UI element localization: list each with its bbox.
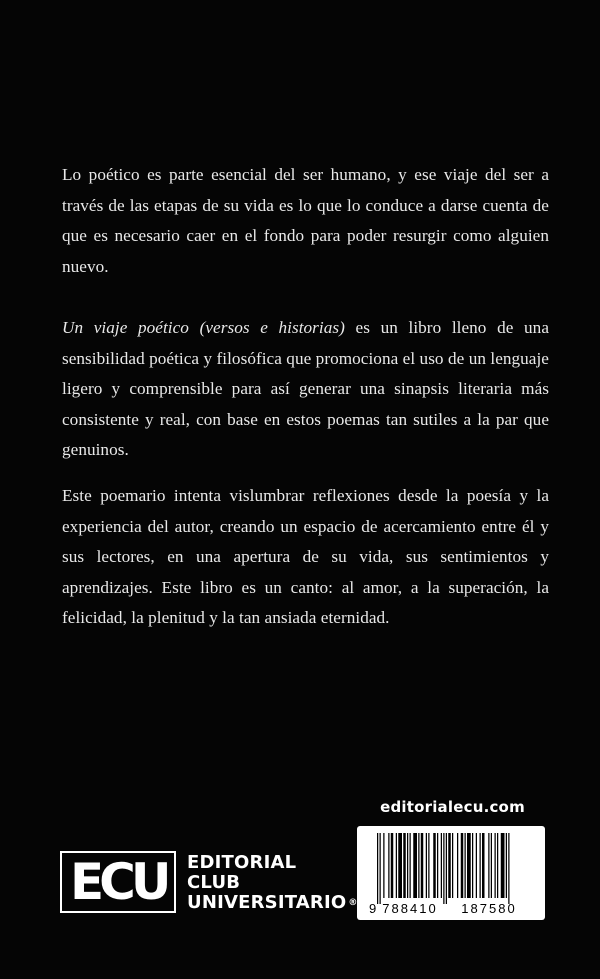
- description-paragraph-3: [62, 481, 549, 634]
- barcode-bar: [433, 833, 436, 898]
- barcode-bar: [508, 833, 509, 904]
- barcode-bar: [407, 833, 408, 898]
- barcode-bar: [472, 833, 473, 898]
- paragraph-3-text: Este poemario intenta vislumbrar reflexiones desde la poesía y la experiencia del autor, creando un espacio de acercamiento entre él y sus lectores, en una apertura de su vida, sus sentimientos y aprendizajes. Este libro es un canto: al amor, a la superación, la felicidad, la plenitud y la tan ansiada eternidad.: [62, 486, 549, 627]
- barcode-bar: [398, 833, 402, 898]
- barcode-bar: [506, 833, 507, 898]
- barcode-bar: [457, 833, 458, 898]
- barcode-bar: [410, 833, 411, 898]
- barcode-bar: [461, 833, 464, 898]
- description-paragraph-2: [62, 313, 549, 466]
- barcode-bar: [380, 833, 381, 904]
- barcode-bar: [501, 833, 505, 898]
- barcode-bar: [491, 833, 492, 898]
- barcode-bar: [413, 833, 417, 898]
- barcode-bar: [437, 833, 438, 898]
- book-title-italic: Un viaje poético (versos e historias): [62, 318, 345, 337]
- barcode-bar: [495, 833, 496, 898]
- barcode-bar: [403, 833, 406, 898]
- barcode-bar: [482, 833, 485, 898]
- barcode-digits-group-2: 187580: [461, 901, 517, 916]
- barcode-digits-group-1: 788410: [382, 901, 438, 916]
- barcode-bar: [428, 833, 429, 898]
- barcode-first-digit: 9: [369, 901, 377, 916]
- barcode-bar: [465, 833, 466, 898]
- paragraph-2-text: es un libro lleno de una sensibilidad poética y filosófica que promociona el uso de un lenguaje ligero y comprensible para así generar una sinapsis literaria más consistente y real, con base en estos poemas tan sutiles a la par que genuinos.: [62, 318, 549, 459]
- isbn-barcode: [357, 826, 545, 920]
- paragraph-2: [62, 313, 549, 466]
- publisher-website: editorialecu.com: [380, 798, 525, 816]
- barcode-bar: [452, 833, 453, 898]
- barcode-bar: [426, 833, 427, 898]
- barcode-bar: [480, 833, 481, 898]
- paragraph-1-text: Lo poético es parte esencial del ser humano, y ese viaje del ser a través de las etapas de su vida es lo que lo conduce a darse cuenta de que es necesario caer en el fondo para poder resurgir como alguien nuevo.: [62, 165, 549, 276]
- barcode-bar: [418, 833, 419, 898]
- barcode-bar: [497, 833, 498, 898]
- barcode-bar: [421, 833, 424, 898]
- barcode-bar: [446, 833, 447, 904]
- barcode-bar: [448, 833, 451, 898]
- barcode-bar: [396, 833, 397, 898]
- logo-letters: ECU: [70, 853, 167, 911]
- barcode-graphic: [357, 826, 545, 920]
- barcode-bar: [443, 833, 444, 904]
- barcode-bar: [467, 833, 471, 898]
- barcode-bar: [388, 833, 389, 898]
- publisher-name-line-2: CLUB: [187, 872, 241, 893]
- publisher-name: [187, 853, 358, 913]
- barcode-bar: [391, 833, 394, 898]
- ecu-logo: [60, 851, 176, 913]
- barcode-bar: [441, 833, 442, 898]
- registered-mark: ®: [348, 898, 358, 908]
- barcode-bar: [488, 833, 489, 898]
- publisher-name-line-3: UNIVERSITARIO: [187, 892, 347, 913]
- barcode-bar: [377, 833, 378, 904]
- description-paragraph-1: [62, 160, 549, 282]
- publisher-name-line-1: EDITORIAL: [187, 852, 297, 873]
- barcode-bar: [383, 833, 384, 898]
- barcode-bar: [476, 833, 477, 898]
